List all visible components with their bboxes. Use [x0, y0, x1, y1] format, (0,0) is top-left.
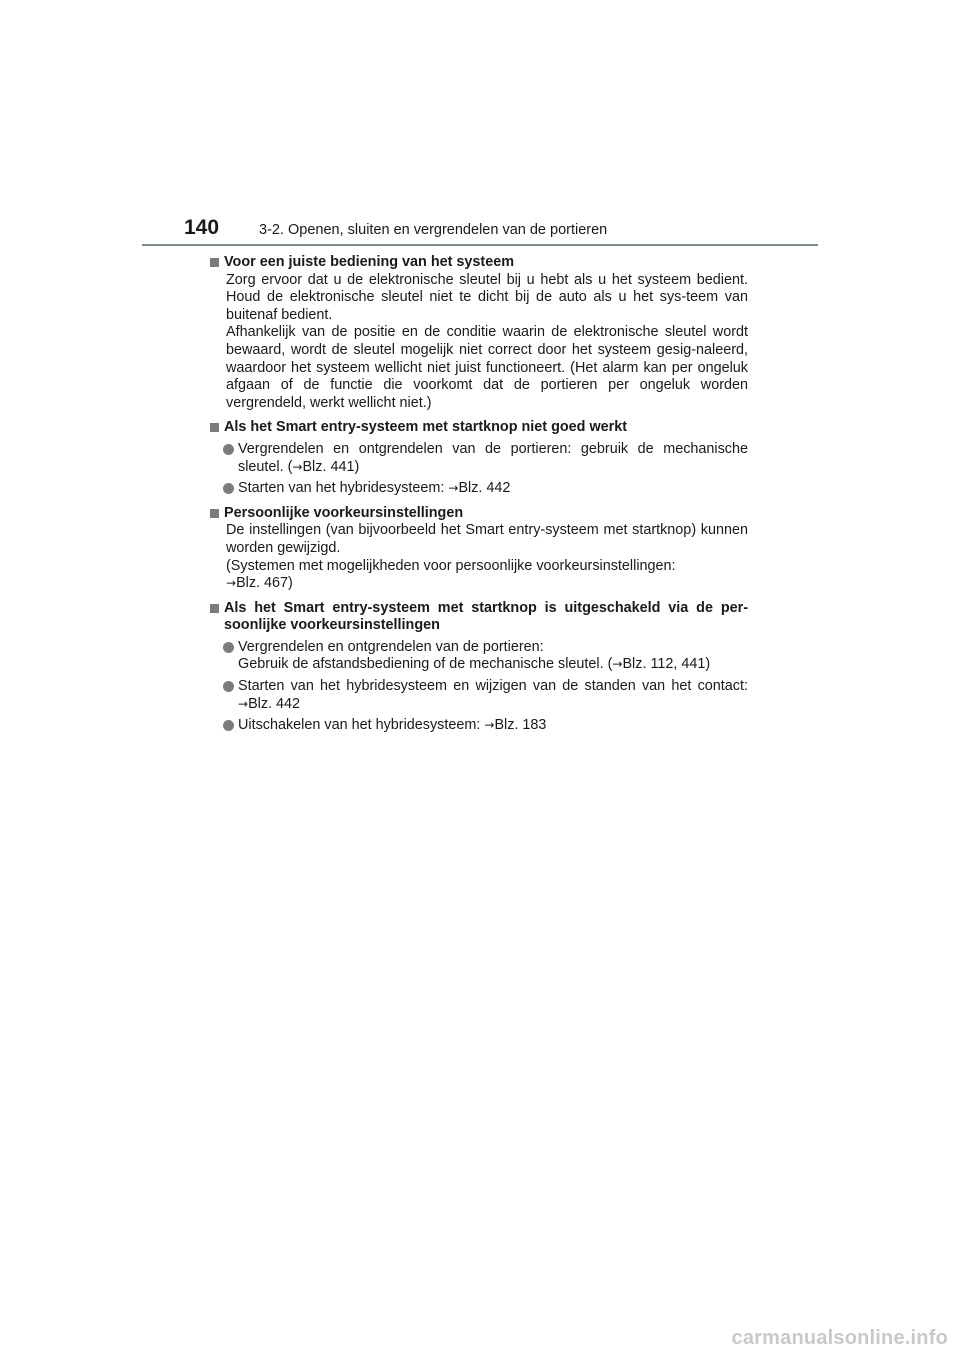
section-disabled-system	[210, 600, 748, 735]
list-item	[223, 639, 748, 674]
paragraph: Afhankelijk van de positie en de conditie waarin de elektronische sleutel wordt bewaard, wordt de sleutel mogelijk niet correct door het systeem gesig-naleerd, waardoor het systeem wellicht niet juist functioneert. (Het alarm kan per ongeluk afgaan of de functie die voorkomt dat de portieren per ongeluk worden vergrendeld, werkt wellicht niet.)	[226, 324, 748, 411]
arrow-right-icon: →	[448, 481, 459, 496]
section-heading	[210, 505, 748, 523]
item-text: Vergrendelen en ontgrendelen van de portieren:	[238, 638, 544, 655]
page-number: 140	[184, 216, 220, 239]
square-bullet-icon	[210, 509, 219, 518]
section-correct-operation	[210, 254, 748, 412]
page-reference-link[interactable]: Blz. 441)	[302, 458, 360, 475]
section-heading-text: Persoonlijke voorkeursinstellingen	[224, 504, 464, 521]
paragraph	[226, 522, 748, 592]
section-title: 3-2. Openen, sluiten en vergrendelen van de portieren	[259, 222, 608, 238]
circle-bullet-icon	[223, 444, 234, 455]
page-reference-link[interactable]: Blz. 112, 441)	[622, 656, 711, 673]
paragraph-line: De instellingen (van bijvoorbeeld het Smart entry-systeem met startknop) kunnen worden gewijzigd.	[226, 522, 748, 556]
section-heading	[210, 600, 748, 635]
section-heading-text: Voor een juiste bediening van het systeem	[224, 254, 515, 270]
square-bullet-icon	[210, 604, 219, 613]
section-heading-text: Als het Smart entry-systeem met startknop is uitgeschakeld via de per-soonlijke voorkeursinstellingen	[224, 599, 748, 634]
page-header	[184, 216, 824, 244]
item-text: Gebruik de afstandsbediening of de mechanische sleutel. (	[238, 656, 613, 673]
watermark: carmanualsonline.info	[731, 1327, 948, 1349]
arrow-right-icon: →	[292, 459, 303, 474]
section-personal-settings	[210, 505, 748, 593]
item-text: Uitschakelen van het hybridesysteem:	[238, 717, 485, 734]
paragraph: Zorg ervoor dat u de elektronische sleutel bij u hebt als u het systeem bedient. Houd de elektronische sleutel niet te dicht bij de auto als u het sys-teem van buitenaf bedient.	[226, 271, 748, 323]
page-reference-link[interactable]: Blz. 183	[494, 717, 547, 734]
page-content	[210, 254, 748, 742]
item-text: Starten van het hybridesysteem en wijzigen van de standen van het contact:	[238, 678, 748, 695]
square-bullet-icon	[210, 258, 219, 267]
item-text: Starten van het hybridesysteem:	[238, 480, 449, 497]
list-item	[223, 678, 748, 713]
page-reference-link[interactable]: Blz. 442	[458, 480, 511, 497]
list-item	[223, 717, 748, 735]
paragraph-line: (Systemen met mogelijkheden voor persoonlijke voorkeursinstellingen:	[226, 557, 676, 574]
arrow-right-icon: →	[612, 657, 623, 672]
section-heading	[210, 254, 748, 272]
list-item	[223, 480, 748, 498]
arrow-right-icon: →	[484, 718, 495, 733]
circle-bullet-icon	[223, 720, 234, 731]
square-bullet-icon	[210, 423, 219, 432]
section-heading-text: Als het Smart entry-systeem met startknop niet goed werkt	[224, 419, 628, 436]
header-rule	[142, 244, 818, 246]
page-reference-link[interactable]: Blz. 467)	[236, 575, 293, 592]
circle-bullet-icon	[223, 681, 234, 692]
section-malfunction	[210, 419, 748, 497]
section-heading	[210, 419, 748, 437]
list-item	[223, 441, 748, 476]
item-text: Vergrendelen en ontgrendelen van de portieren: gebruik de mechanische sleutel. (	[238, 440, 748, 475]
circle-bullet-icon	[223, 483, 234, 494]
arrow-right-icon: →	[238, 696, 249, 711]
page-reference-link[interactable]: Blz. 442	[248, 695, 301, 712]
arrow-right-icon: →	[226, 576, 237, 591]
circle-bullet-icon	[223, 642, 234, 653]
